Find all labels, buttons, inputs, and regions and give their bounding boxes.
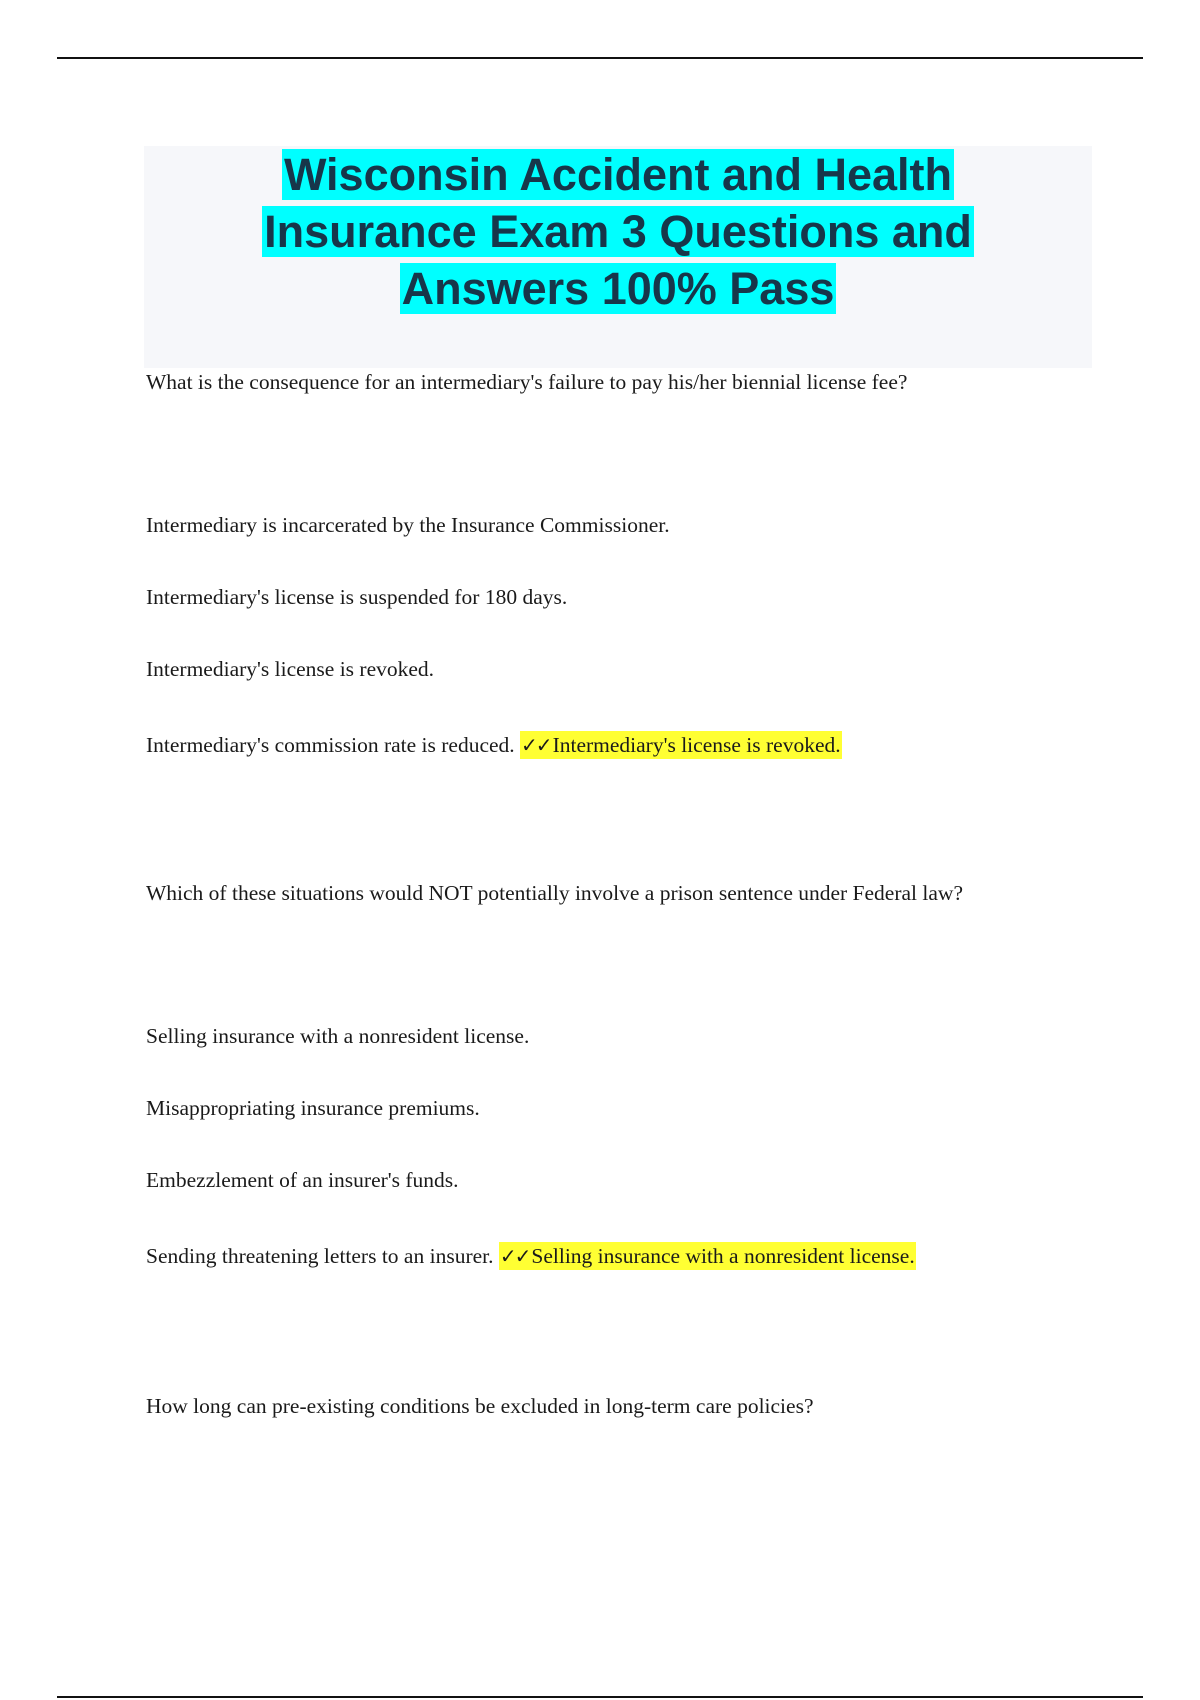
double-check-icon: ✓✓ — [499, 1244, 530, 1268]
bottom-rule — [57, 1696, 1143, 1698]
question-2-answer-text: Selling insurance with a nonresident license. — [531, 1244, 915, 1268]
question-1-answer-text: Intermediary's license is revoked. — [552, 733, 841, 757]
question-2-option-4-row — [146, 1242, 916, 1270]
question-1-option-2: Intermediary's license is suspended for 180 days. — [146, 585, 568, 609]
question-2-option-3: Embezzlement of an insurer's funds. — [146, 1168, 459, 1192]
title-line-2: Insurance Exam 3 Questions and — [264, 206, 972, 257]
question-1-option-3: Intermediary's license is revoked. — [146, 657, 435, 681]
top-rule — [57, 57, 1143, 59]
question-1-option-4-row — [146, 731, 842, 759]
title-line-3: Answers 100% Pass — [401, 263, 835, 314]
question-2: Which of these situations would NOT potentially involve a prison sentence under Federal law? — [146, 881, 963, 905]
question-1-option-4: Intermediary's commission rate is reduced. — [146, 733, 515, 757]
document-title — [144, 146, 1092, 317]
question-2-option-1: Selling insurance with a nonresident license. — [146, 1024, 530, 1048]
question-2-option-2: Misappropriating insurance premiums. — [146, 1096, 480, 1120]
title-block — [144, 146, 1092, 368]
question-1-option-1: Intermediary is incarcerated by the Insurance Commissioner. — [146, 513, 670, 537]
double-check-icon: ✓✓ — [521, 733, 551, 757]
question-2-answer — [499, 1242, 916, 1270]
question-1-answer — [520, 731, 842, 759]
title-line-1: Wisconsin Accident and Health — [283, 149, 953, 200]
question-2-option-4: Sending threatening letters to an insurer. — [146, 1244, 494, 1268]
question-3: How long can pre-existing conditions be excluded in long-term care policies? — [146, 1394, 814, 1418]
question-1: What is the consequence for an intermediary's failure to pay his/her biennial license fee? — [146, 370, 908, 394]
